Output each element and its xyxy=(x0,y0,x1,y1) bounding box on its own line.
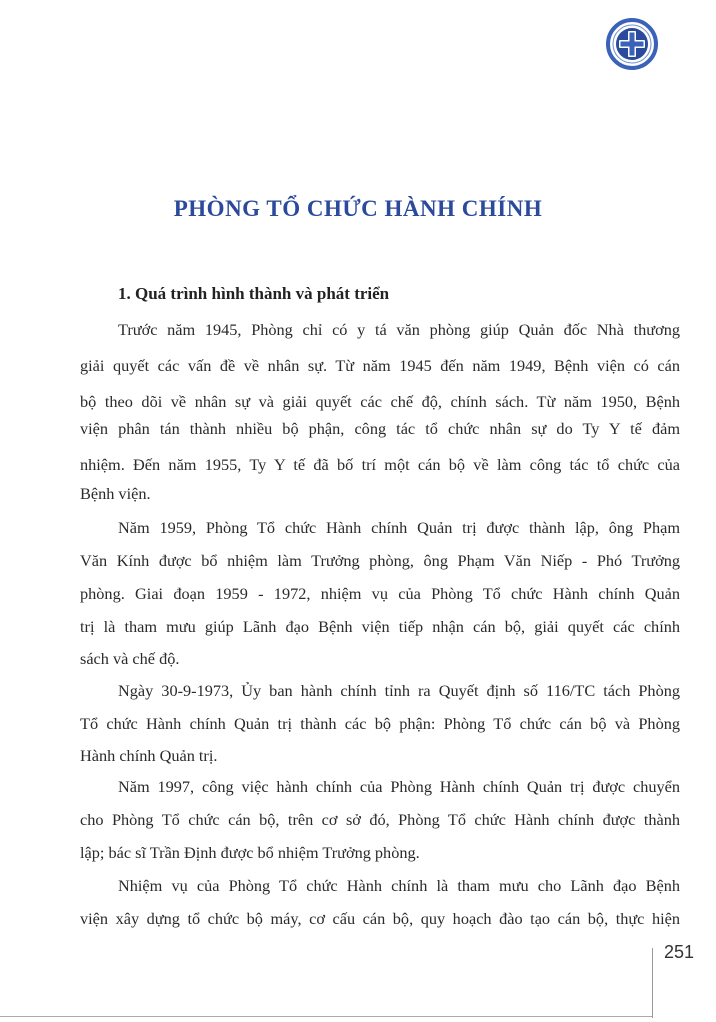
body-line: Hành chính Quản trị. xyxy=(80,746,218,765)
hospital-logo-icon xyxy=(606,18,658,70)
page-title: PHÒNG TỔ CHỨC HÀNH CHÍNH xyxy=(173,196,543,221)
body-line: nhiệm. Đến năm 1955, Ty Y tế đã bố trí một cán bộ về làm công tác tổ chức của xyxy=(80,455,680,474)
body-line: Văn Kính được bổ nhiệm làm Trưởng phòng, ông Phạm Văn Niếp - Phó Trưởng xyxy=(80,551,680,570)
body-line: sách và chế độ. xyxy=(80,649,180,668)
body-line: Ngày 30-9-1973, Ủy ban hành chính tỉnh ra Quyết định số 116/TC tách Phòng xyxy=(118,681,680,700)
body-line: viện xây dựng tổ chức bộ máy, cơ cấu cán bộ, quy hoạch đào tạo cán bộ, thực hiện xyxy=(80,909,680,928)
body-line: Bệnh viện. xyxy=(80,484,151,503)
body-line: trị là tham mưu giúp Lãnh đạo Bệnh viện tiếp nhận cán bộ, giải quyết các chính xyxy=(80,617,680,636)
body-line: Trước năm 1945, Phòng chỉ có y tá văn phòng giúp Quản đốc Nhà thương xyxy=(118,320,680,339)
page-number: 251 xyxy=(664,942,695,962)
body-line: viện phân tán thành nhiều bộ phận, công tác tổ chức nhân sự do Ty Y tế đảm xyxy=(80,419,680,438)
body-line: Tổ chức Hành chính Quản trị thành các bộ phận: Phòng Tổ chức cán bộ và Phòng xyxy=(80,714,680,733)
body-line: lập; bác sĩ Trần Định được bổ nhiệm Trưởng phòng. xyxy=(80,843,420,862)
body-line: bộ theo dõi về nhân sự và giải quyết các chế độ, chính sách. Từ năm 1950, Bệnh xyxy=(80,392,680,411)
body-line: phòng. Giai đoạn 1959 - 1972, nhiệm vụ của Phòng Tổ chức Hành chính Quản xyxy=(80,584,680,603)
section-heading: 1. Quá trình hình thành và phát triển xyxy=(118,284,390,303)
body-line: cho Phòng Tổ chức cán bộ, trên cơ sở đó, Phòng Tổ chức Hành chính được thành xyxy=(80,810,680,829)
body-line: Năm 1997, công việc hành chính của Phòng Hành chính Quản trị được chuyển xyxy=(118,777,680,796)
body-line: Năm 1959, Phòng Tổ chức Hành chính Quản trị được thành lập, ông Phạm xyxy=(118,518,680,537)
page-bottom-rule xyxy=(0,1016,652,1017)
page-number-divider xyxy=(652,948,653,1018)
body-line: giải quyết các vấn đề về nhân sự. Từ năm 1945 đến năm 1949, Bệnh viện có cán xyxy=(80,356,680,375)
body-line: Nhiệm vụ của Phòng Tổ chức Hành chính là tham mưu cho Lãnh đạo Bệnh xyxy=(118,876,680,895)
